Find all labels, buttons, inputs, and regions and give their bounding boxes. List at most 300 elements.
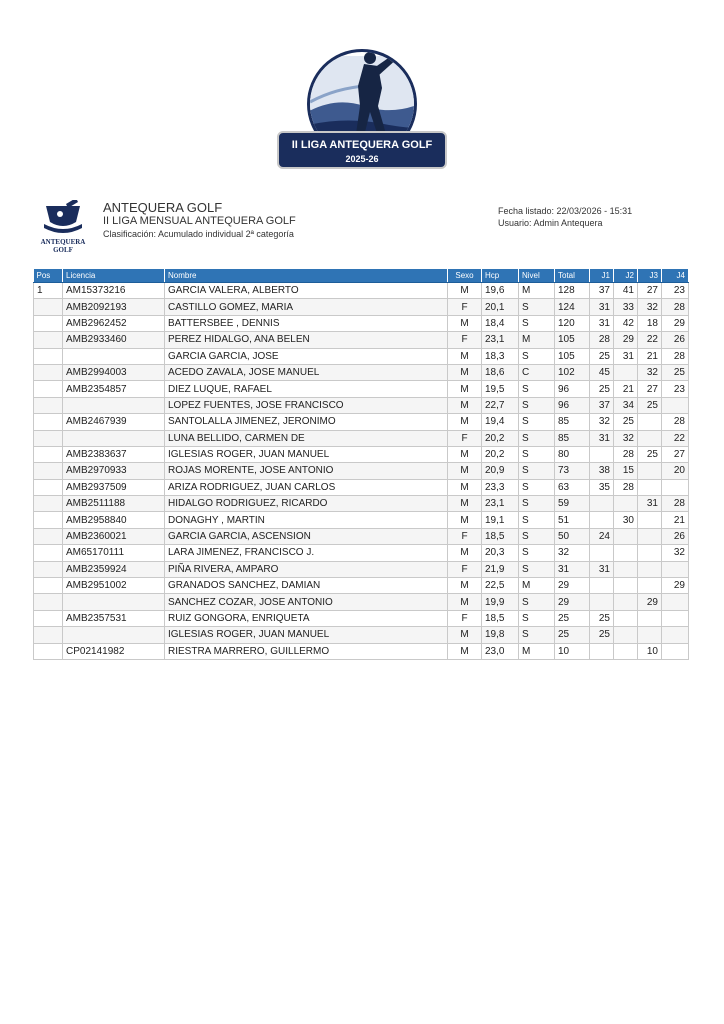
- cell-j2: [614, 561, 638, 577]
- cell-licencia: [63, 627, 165, 643]
- cell-licencia: AMB2360021: [63, 528, 165, 544]
- cell-nombre: ACEDO ZAVALA, JOSE MANUEL: [165, 364, 448, 380]
- cell-j2: [614, 594, 638, 610]
- cell-hcp: 18,3: [482, 348, 519, 364]
- cell-j4: [662, 397, 689, 413]
- cell-nombre: LARA JIMENEZ, FRANCISCO J.: [165, 545, 448, 561]
- cell-hcp: 20,3: [482, 545, 519, 561]
- cell-nivel: S: [519, 315, 555, 331]
- cell-total: 73: [555, 463, 590, 479]
- cell-j2: 33: [614, 299, 638, 315]
- cell-j2: [614, 528, 638, 544]
- cell-nombre: ROJAS MORENTE, JOSE ANTONIO: [165, 463, 448, 479]
- cell-pos: [34, 561, 63, 577]
- cell-j2: [614, 578, 638, 594]
- table-header-row: [34, 269, 689, 283]
- league-logo-season: 2025-26: [345, 154, 379, 164]
- cell-nombre: PEREZ HIDALGO, ANA BELEN: [165, 332, 448, 348]
- column-header-pos: Pos: [34, 269, 63, 283]
- column-header-j4: J4: [662, 269, 689, 283]
- cell-nivel: S: [519, 414, 555, 430]
- cell-j2: 29: [614, 332, 638, 348]
- cell-j1: 45: [590, 364, 614, 380]
- cell-j2: 42: [614, 315, 638, 331]
- table-row: [34, 512, 689, 528]
- column-header-sexo: Sexo: [448, 269, 482, 283]
- cell-sexo: F: [448, 528, 482, 544]
- cell-hcp: 18,4: [482, 315, 519, 331]
- cell-licencia: AMB2937509: [63, 479, 165, 495]
- cell-licencia: [63, 348, 165, 364]
- cell-pos: [34, 528, 63, 544]
- cell-nombre: GRANADOS SANCHEZ, DAMIAN: [165, 578, 448, 594]
- cell-j1: 25: [590, 627, 614, 643]
- cell-total: 85: [555, 430, 590, 446]
- cell-sexo: M: [448, 512, 482, 528]
- cell-nombre: IGLESIAS ROGER, JUAN MANUEL: [165, 446, 448, 462]
- listing-user: Usuario: Admin Antequera: [498, 218, 603, 228]
- cell-j3: [638, 610, 662, 626]
- cell-j2: 15: [614, 463, 638, 479]
- cell-j2: 25: [614, 414, 638, 430]
- cell-j1: [590, 643, 614, 659]
- cell-j2: [614, 627, 638, 643]
- cell-j2: 34: [614, 397, 638, 413]
- cell-total: 120: [555, 315, 590, 331]
- cell-j4: 29: [662, 578, 689, 594]
- cell-j2: [614, 496, 638, 512]
- cell-pos: [34, 643, 63, 659]
- cell-j1: 31: [590, 299, 614, 315]
- cell-pos: [34, 446, 63, 462]
- cell-total: 63: [555, 479, 590, 495]
- cell-sexo: M: [448, 578, 482, 594]
- cell-sexo: M: [448, 643, 482, 659]
- cell-j4: [662, 479, 689, 495]
- cell-j1: 35: [590, 479, 614, 495]
- column-header-total: Total: [555, 269, 590, 283]
- cell-j1: [590, 545, 614, 561]
- cell-nivel: S: [519, 627, 555, 643]
- cell-total: 51: [555, 512, 590, 528]
- cell-j1: [590, 496, 614, 512]
- cell-licencia: AMB2354857: [63, 381, 165, 397]
- cell-nivel: S: [519, 463, 555, 479]
- cell-pos: [34, 430, 63, 446]
- cell-total: 102: [555, 364, 590, 380]
- cell-j1: [590, 512, 614, 528]
- league-logo: [274, 36, 450, 172]
- cell-licencia: AMB2467939: [63, 414, 165, 430]
- cell-pos: [34, 479, 63, 495]
- column-header-j3: J3: [638, 269, 662, 283]
- cell-nombre: SANCHEZ COZAR, JOSE ANTONIO: [165, 594, 448, 610]
- cell-nivel: S: [519, 610, 555, 626]
- table-row: [34, 315, 689, 331]
- cell-nivel: S: [519, 479, 555, 495]
- cell-sexo: M: [448, 414, 482, 430]
- cell-sexo: F: [448, 299, 482, 315]
- table-row: [34, 381, 689, 397]
- cell-nivel: S: [519, 299, 555, 315]
- cell-j4: 28: [662, 414, 689, 430]
- cell-j3: [638, 561, 662, 577]
- table-row: [34, 364, 689, 380]
- cell-nombre: ARIZA RODRIGUEZ, JUAN CARLOS: [165, 479, 448, 495]
- cell-pos: [34, 463, 63, 479]
- cell-j1: 25: [590, 610, 614, 626]
- cell-sexo: F: [448, 332, 482, 348]
- cell-j3: [638, 479, 662, 495]
- cell-licencia: AMB2951002: [63, 578, 165, 594]
- cell-j1: 31: [590, 315, 614, 331]
- table-row: [34, 446, 689, 462]
- cell-hcp: 23,1: [482, 496, 519, 512]
- cell-j4: 26: [662, 332, 689, 348]
- cell-j4: 20: [662, 463, 689, 479]
- cell-sexo: M: [448, 348, 482, 364]
- cell-nombre: RUIZ GONGORA, ENRIQUETA: [165, 610, 448, 626]
- cell-j2: [614, 610, 638, 626]
- cell-j3: [638, 545, 662, 561]
- cell-total: 32: [555, 545, 590, 561]
- cell-nivel: C: [519, 364, 555, 380]
- cell-pos: [34, 545, 63, 561]
- cell-j1: [590, 578, 614, 594]
- cell-hcp: 18,5: [482, 610, 519, 626]
- cell-total: 105: [555, 332, 590, 348]
- cell-total: 25: [555, 610, 590, 626]
- cell-licencia: AMB2994003: [63, 364, 165, 380]
- column-header-nivel: Nivel: [519, 269, 555, 283]
- cell-j4: 23: [662, 283, 689, 299]
- table-row: [34, 332, 689, 348]
- table-row: [34, 545, 689, 561]
- cell-j4: [662, 643, 689, 659]
- club-logo-line1: ANTEQUERA: [40, 238, 86, 246]
- cell-nivel: S: [519, 430, 555, 446]
- cell-nivel: M: [519, 283, 555, 299]
- cell-j2: [614, 545, 638, 561]
- cell-hcp: 19,6: [482, 283, 519, 299]
- column-header-hcp: Hcp: [482, 269, 519, 283]
- table-row: [34, 610, 689, 626]
- cell-nivel: S: [519, 496, 555, 512]
- cell-total: 80: [555, 446, 590, 462]
- cell-total: 29: [555, 578, 590, 594]
- column-header-j2: J2: [614, 269, 638, 283]
- cell-sexo: M: [448, 545, 482, 561]
- club-logo: [36, 200, 90, 256]
- listing-date: Fecha listado: 22/03/2026 - 15:31: [498, 206, 633, 216]
- cell-hcp: 19,9: [482, 594, 519, 610]
- cell-hcp: 18,5: [482, 528, 519, 544]
- cell-j3: 27: [638, 381, 662, 397]
- cell-total: 96: [555, 381, 590, 397]
- cell-licencia: AMB2383637: [63, 446, 165, 462]
- table-row: [34, 561, 689, 577]
- cell-nombre: RIESTRA MARRERO, GUILLERMO: [165, 643, 448, 659]
- cell-j2: 21: [614, 381, 638, 397]
- cell-nombre: SANTOLALLA JIMENEZ, JERONIMO: [165, 414, 448, 430]
- cell-nombre: HIDALGO RODRIGUEZ, RICARDO: [165, 496, 448, 512]
- table-row: [34, 479, 689, 495]
- cell-nombre: CASTILLO GOMEZ, MARIA: [165, 299, 448, 315]
- table-row: [34, 627, 689, 643]
- cell-hcp: 23,1: [482, 332, 519, 348]
- cell-hcp: 20,9: [482, 463, 519, 479]
- cell-total: 59: [555, 496, 590, 512]
- cell-nombre: GARCIA GARCIA, JOSE: [165, 348, 448, 364]
- cell-nivel: M: [519, 578, 555, 594]
- cell-j1: [590, 594, 614, 610]
- cell-licencia: AM65170111: [63, 545, 165, 561]
- league-logo-title: II LIGA ANTEQUERA GOLF: [291, 139, 433, 151]
- table-row: [34, 463, 689, 479]
- cell-j4: [662, 627, 689, 643]
- cell-nombre: PIÑA RIVERA, AMPARO: [165, 561, 448, 577]
- cell-licencia: [63, 594, 165, 610]
- cell-nombre: BATTERSBEE , DENNIS: [165, 315, 448, 331]
- cell-pos: [34, 364, 63, 380]
- table-row: [34, 578, 689, 594]
- cell-j1: 24: [590, 528, 614, 544]
- cell-sexo: F: [448, 430, 482, 446]
- cell-hcp: 21,9: [482, 561, 519, 577]
- cell-licencia: AMB2962452: [63, 315, 165, 331]
- cell-licencia: AMB2970933: [63, 463, 165, 479]
- column-header-licencia: Licencia: [63, 269, 165, 283]
- cell-nivel: S: [519, 545, 555, 561]
- cell-sexo: M: [448, 594, 482, 610]
- cell-hcp: 18,6: [482, 364, 519, 380]
- cell-sexo: F: [448, 561, 482, 577]
- cell-j3: 10: [638, 643, 662, 659]
- cell-j4: [662, 561, 689, 577]
- cell-pos: [34, 578, 63, 594]
- cell-j2: [614, 364, 638, 380]
- cell-pos: [34, 627, 63, 643]
- cell-nivel: S: [519, 528, 555, 544]
- cell-nombre: DONAGHY , MARTIN: [165, 512, 448, 528]
- report-meta: [498, 205, 632, 229]
- cell-j4: 28: [662, 496, 689, 512]
- table-row: [34, 643, 689, 659]
- table-body: [34, 283, 689, 660]
- cell-j4: 23: [662, 381, 689, 397]
- table-row: [34, 414, 689, 430]
- cell-j3: 25: [638, 397, 662, 413]
- cell-hcp: 20,2: [482, 430, 519, 446]
- cell-nivel: S: [519, 446, 555, 462]
- cell-hcp: 19,1: [482, 512, 519, 528]
- cell-sexo: M: [448, 283, 482, 299]
- club-logo-line2: GOLF: [53, 246, 73, 254]
- cell-j1: [590, 446, 614, 462]
- cell-licencia: AM15373216: [63, 283, 165, 299]
- cell-j3: [638, 578, 662, 594]
- cell-hcp: 19,5: [482, 381, 519, 397]
- cell-hcp: 20,2: [482, 446, 519, 462]
- cell-total: 25: [555, 627, 590, 643]
- cell-hcp: 23,0: [482, 643, 519, 659]
- cell-total: 105: [555, 348, 590, 364]
- table-row: [34, 348, 689, 364]
- cell-nombre: LOPEZ FUENTES, JOSE FRANCISCO: [165, 397, 448, 413]
- table-row: [34, 397, 689, 413]
- cell-pos: [34, 610, 63, 626]
- cell-j3: 32: [638, 299, 662, 315]
- cell-j4: 27: [662, 446, 689, 462]
- cell-nivel: S: [519, 594, 555, 610]
- cell-j2: 28: [614, 446, 638, 462]
- cell-pos: [34, 414, 63, 430]
- cell-j1: 37: [590, 283, 614, 299]
- cell-pos: [34, 299, 63, 315]
- cell-nombre: GARCIA VALERA, ALBERTO: [165, 283, 448, 299]
- cell-nivel: S: [519, 397, 555, 413]
- cell-j3: [638, 414, 662, 430]
- cell-sexo: M: [448, 397, 482, 413]
- cell-j3: 29: [638, 594, 662, 610]
- report-header: [103, 200, 296, 241]
- cell-j4: 26: [662, 528, 689, 544]
- cell-pos: [34, 348, 63, 364]
- cell-total: 50: [555, 528, 590, 544]
- cell-sexo: M: [448, 496, 482, 512]
- cell-pos: [34, 496, 63, 512]
- cell-j2: 28: [614, 479, 638, 495]
- table-row: [34, 430, 689, 446]
- cell-j3: 27: [638, 283, 662, 299]
- cell-j2: 30: [614, 512, 638, 528]
- cell-hcp: 20,1: [482, 299, 519, 315]
- cell-hcp: 22,5: [482, 578, 519, 594]
- trophy-golfclub-icon: [36, 200, 90, 240]
- cell-nombre: IGLESIAS ROGER, JUAN MANUEL: [165, 627, 448, 643]
- cell-j4: 22: [662, 430, 689, 446]
- cell-total: 128: [555, 283, 590, 299]
- cell-j3: 25: [638, 446, 662, 462]
- cell-hcp: 22,7: [482, 397, 519, 413]
- cell-j3: 21: [638, 348, 662, 364]
- cell-licencia: AMB2092193: [63, 299, 165, 315]
- cell-nombre: DIEZ LUQUE, RAFAEL: [165, 381, 448, 397]
- cell-pos: [34, 397, 63, 413]
- cell-j4: 28: [662, 299, 689, 315]
- cell-j4: 25: [662, 364, 689, 380]
- cell-j3: 18: [638, 315, 662, 331]
- cell-total: 10: [555, 643, 590, 659]
- cell-j2: [614, 643, 638, 659]
- cell-j3: 31: [638, 496, 662, 512]
- cell-nivel: S: [519, 348, 555, 364]
- cell-sexo: M: [448, 315, 482, 331]
- cell-total: 85: [555, 414, 590, 430]
- cell-j3: 32: [638, 364, 662, 380]
- ranking-table: [33, 269, 689, 660]
- column-header-j1: J1: [590, 269, 614, 283]
- cell-j3: 22: [638, 332, 662, 348]
- cell-j4: 29: [662, 315, 689, 331]
- cell-hcp: 23,3: [482, 479, 519, 495]
- table-row: [34, 594, 689, 610]
- cell-nivel: S: [519, 381, 555, 397]
- cell-licencia: AMB2357531: [63, 610, 165, 626]
- cell-hcp: 19,4: [482, 414, 519, 430]
- cell-pos: 1: [34, 283, 63, 299]
- column-header-nombre: Nombre: [165, 269, 448, 283]
- cell-j4: [662, 610, 689, 626]
- table-row: [34, 299, 689, 315]
- cell-nombre: GARCIA GARCIA, ASCENSION: [165, 528, 448, 544]
- cell-pos: [34, 594, 63, 610]
- cell-pos: [34, 381, 63, 397]
- cell-j4: [662, 594, 689, 610]
- cell-nivel: M: [519, 332, 555, 348]
- cell-nombre: LUNA BELLIDO, CARMEN DE: [165, 430, 448, 446]
- cell-j1: 32: [590, 414, 614, 430]
- cell-sexo: M: [448, 381, 482, 397]
- cell-licencia: AMB2359924: [63, 561, 165, 577]
- cell-j1: 31: [590, 430, 614, 446]
- cell-total: 96: [555, 397, 590, 413]
- cell-pos: [34, 315, 63, 331]
- cell-total: 29: [555, 594, 590, 610]
- cell-pos: [34, 512, 63, 528]
- cell-j3: [638, 528, 662, 544]
- cell-nivel: S: [519, 512, 555, 528]
- cell-j1: 28: [590, 332, 614, 348]
- cell-j4: 32: [662, 545, 689, 561]
- cell-nivel: S: [519, 561, 555, 577]
- cell-licencia: CP02141982: [63, 643, 165, 659]
- table-row: [34, 528, 689, 544]
- cell-licencia: AMB2958840: [63, 512, 165, 528]
- cell-j4: 21: [662, 512, 689, 528]
- classification-label: Clasificación: Acumulado individual 2ª categoría: [103, 229, 294, 239]
- table-row: [34, 283, 689, 299]
- cell-licencia: AMB2933460: [63, 332, 165, 348]
- cell-j1: 38: [590, 463, 614, 479]
- cell-licencia: AMB2511188: [63, 496, 165, 512]
- cell-j3: [638, 512, 662, 528]
- cell-j4: 28: [662, 348, 689, 364]
- golfer-badge-icon: [274, 36, 450, 172]
- cell-j1: 37: [590, 397, 614, 413]
- cell-sexo: M: [448, 364, 482, 380]
- cell-j2: 32: [614, 430, 638, 446]
- cell-j3: [638, 463, 662, 479]
- club-name: ANTEQUERA GOLF: [103, 200, 223, 215]
- cell-j3: [638, 430, 662, 446]
- cell-pos: [34, 332, 63, 348]
- cell-j3: [638, 627, 662, 643]
- cell-sexo: M: [448, 479, 482, 495]
- cell-licencia: [63, 397, 165, 413]
- cell-j1: 25: [590, 348, 614, 364]
- cell-j2: 31: [614, 348, 638, 364]
- cell-j1: 25: [590, 381, 614, 397]
- cell-sexo: M: [448, 627, 482, 643]
- cell-j1: 31: [590, 561, 614, 577]
- cell-total: 124: [555, 299, 590, 315]
- cell-hcp: 19,8: [482, 627, 519, 643]
- table-row: [34, 496, 689, 512]
- cell-nivel: M: [519, 643, 555, 659]
- cell-sexo: F: [448, 610, 482, 626]
- cell-j2: 41: [614, 283, 638, 299]
